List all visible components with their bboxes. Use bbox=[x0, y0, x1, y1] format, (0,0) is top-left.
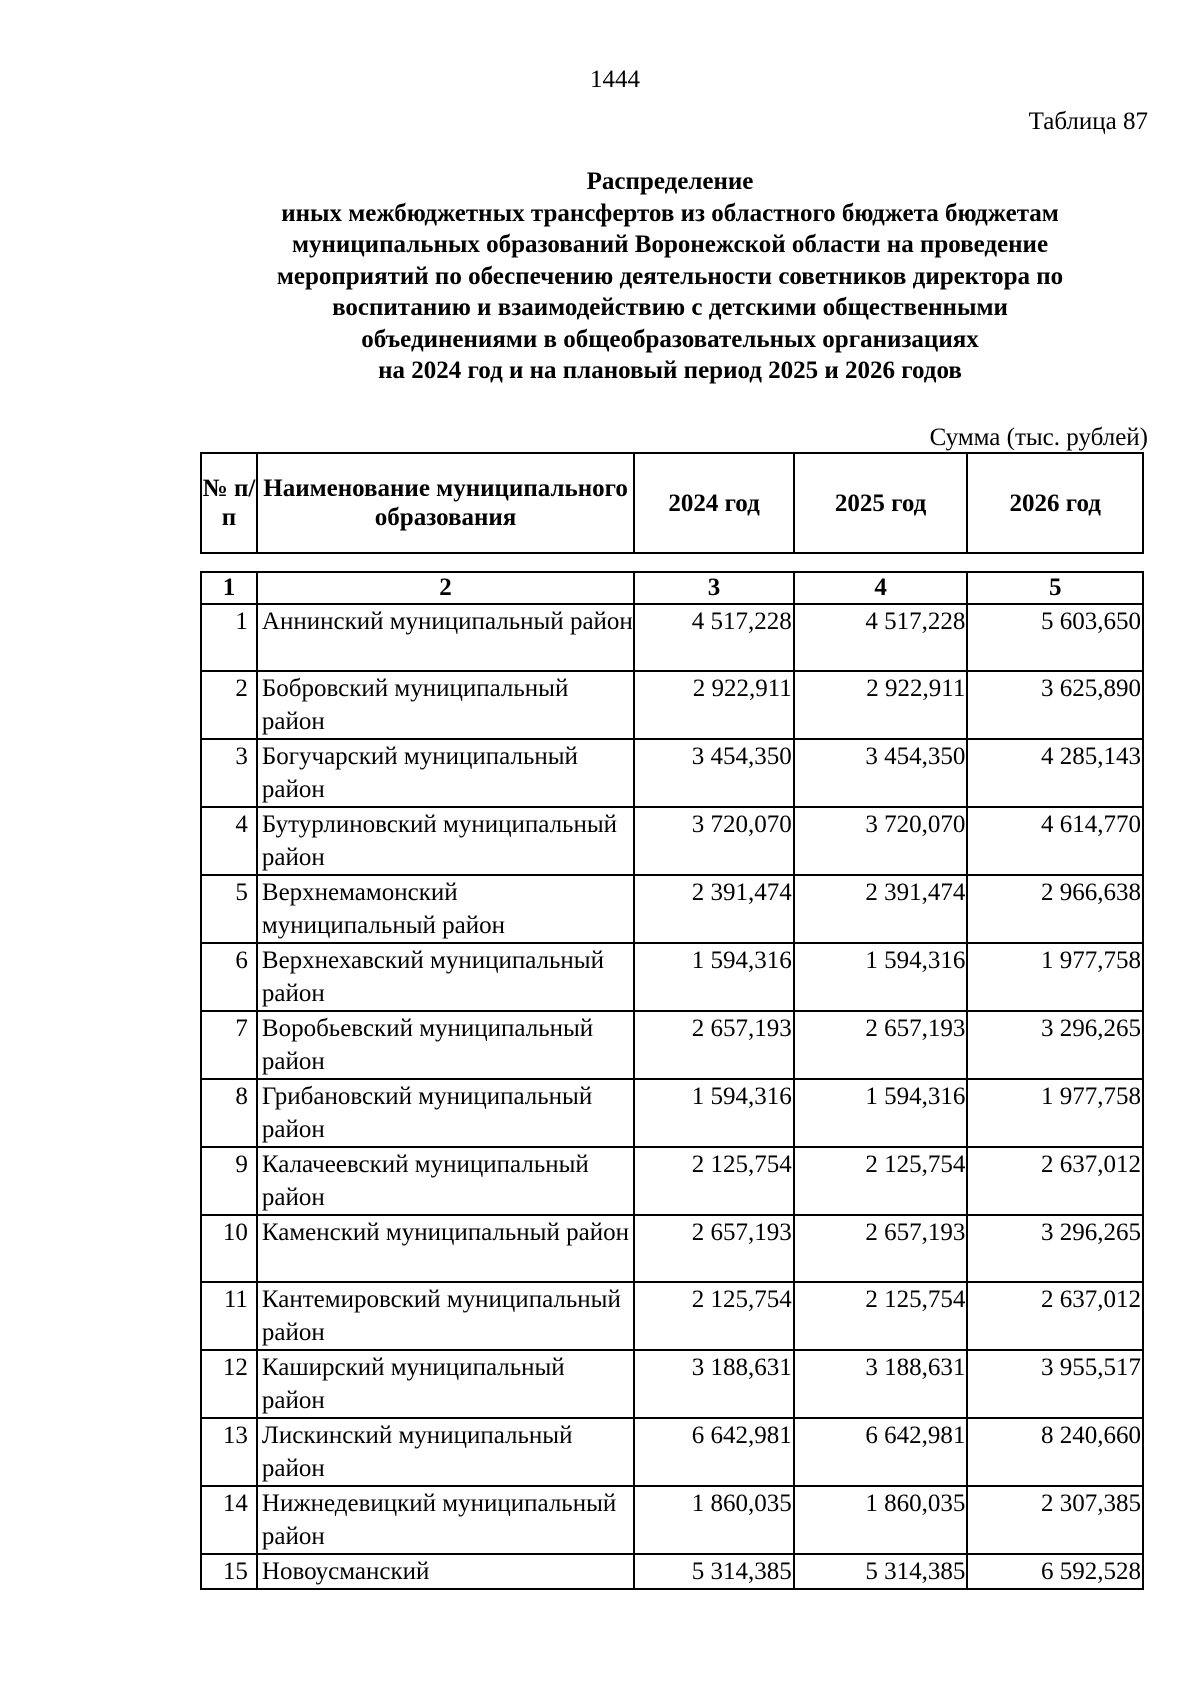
row-number: 6 bbox=[201, 943, 257, 1011]
title-line: на 2024 год и на плановый период 2025 и 2026 годов bbox=[378, 357, 962, 384]
value-2026: 2 637,012 bbox=[967, 1282, 1143, 1350]
value-2024: 1 860,035 bbox=[634, 1486, 794, 1554]
value-2024: 3 454,350 bbox=[634, 739, 794, 807]
value-2025: 1 594,316 bbox=[794, 1079, 968, 1147]
column-number: 2 bbox=[257, 572, 634, 604]
table-row bbox=[201, 1079, 1143, 1147]
value-2024: 2 657,193 bbox=[634, 1011, 794, 1079]
table-row bbox=[201, 1282, 1143, 1350]
title-line: муниципальных образований Воронежской области на проведение bbox=[291, 231, 1049, 258]
value-2025: 1 594,316 bbox=[794, 943, 968, 1011]
value-2025: 2 391,474 bbox=[794, 875, 968, 943]
row-number: 2 bbox=[201, 671, 257, 739]
row-number: 14 bbox=[201, 1486, 257, 1554]
value-2024: 2 922,911 bbox=[634, 671, 794, 739]
row-number: 7 bbox=[201, 1011, 257, 1079]
value-2026: 2 637,012 bbox=[967, 1147, 1143, 1215]
column-number: 5 bbox=[967, 572, 1143, 604]
value-2025: 6 642,981 bbox=[794, 1418, 968, 1486]
table-row bbox=[201, 875, 1143, 943]
title-line: мероприятий по обеспечению деятельности советников директора по bbox=[276, 262, 1064, 290]
units-label: Сумма (тыс. рублей) bbox=[929, 424, 1148, 451]
title-line: объединениями в общеобразовательных организациях bbox=[361, 325, 979, 353]
title-line: иных межбюджетных трансфертов из областного бюджета бюджетам bbox=[281, 199, 1059, 227]
municipality-name: Новоусманский bbox=[257, 1554, 634, 1589]
table-row bbox=[201, 1350, 1143, 1418]
municipality-name: Лискинский муниципальный район bbox=[257, 1418, 634, 1486]
table-row bbox=[201, 1418, 1143, 1486]
value-2025: 3 454,350 bbox=[794, 739, 968, 807]
value-2026: 5 603,650 bbox=[967, 604, 1143, 671]
municipality-name: Нижнедевицкий муниципальный район bbox=[257, 1486, 634, 1554]
title-line: воспитанию и взаимодействию с детскими общественными bbox=[332, 294, 1008, 321]
municipality-name: Калачеевский муниципальный район bbox=[257, 1147, 634, 1215]
data-table bbox=[200, 571, 1144, 1590]
page-number: 1444 bbox=[590, 66, 640, 93]
table-row bbox=[201, 1147, 1143, 1215]
column-number: 4 bbox=[794, 572, 968, 604]
value-2024: 1 594,316 bbox=[634, 943, 794, 1011]
row-number: 9 bbox=[201, 1147, 257, 1215]
column-number: 3 bbox=[634, 572, 794, 604]
value-2025: 1 860,035 bbox=[794, 1486, 968, 1554]
table-header bbox=[200, 452, 1144, 554]
header-name: Наименование муниципального образования bbox=[257, 453, 634, 553]
value-2024: 2 125,754 bbox=[634, 1147, 794, 1215]
municipality-name: Кантемировский муниципальный район bbox=[257, 1282, 634, 1350]
municipality-name: Каширский муниципальный район bbox=[257, 1350, 634, 1418]
value-2024: 3 188,631 bbox=[634, 1350, 794, 1418]
header-2026: 2026 год bbox=[967, 453, 1143, 553]
value-2025: 2 125,754 bbox=[794, 1282, 968, 1350]
value-2026: 3 955,517 bbox=[967, 1350, 1143, 1418]
value-2026: 3 625,890 bbox=[967, 671, 1143, 739]
value-2026: 1 977,758 bbox=[967, 943, 1143, 1011]
value-2025: 4 517,228 bbox=[794, 604, 968, 671]
header-2025: 2025 год bbox=[794, 453, 968, 553]
municipality-name: Аннинский муниципальный район bbox=[257, 604, 634, 671]
row-number: 8 bbox=[201, 1079, 257, 1147]
value-2026: 1 977,758 bbox=[967, 1079, 1143, 1147]
table-row bbox=[201, 807, 1143, 875]
municipality-name: Верхнехавский муниципальный район bbox=[257, 943, 634, 1011]
value-2024: 3 720,070 bbox=[634, 807, 794, 875]
row-number: 10 bbox=[201, 1215, 257, 1282]
value-2026: 3 296,265 bbox=[967, 1215, 1143, 1282]
value-2024: 1 594,316 bbox=[634, 1079, 794, 1147]
row-number: 12 bbox=[201, 1350, 257, 1418]
municipality-name: Каменский муниципальный район bbox=[257, 1215, 634, 1282]
value-2026: 8 240,660 bbox=[967, 1418, 1143, 1486]
table-row bbox=[201, 739, 1143, 807]
header-number: № п/п bbox=[201, 453, 257, 553]
row-number: 3 bbox=[201, 739, 257, 807]
row-number: 13 bbox=[201, 1418, 257, 1486]
row-number: 4 bbox=[201, 807, 257, 875]
municipality-name: Грибановский муниципальный район bbox=[257, 1079, 634, 1147]
value-2025: 2 657,193 bbox=[794, 1011, 968, 1079]
table-row bbox=[201, 1011, 1143, 1079]
row-number: 11 bbox=[201, 1282, 257, 1350]
value-2025: 3 188,631 bbox=[794, 1350, 968, 1418]
table-row bbox=[201, 604, 1143, 671]
column-number: 1 bbox=[201, 572, 257, 604]
value-2024: 2 391,474 bbox=[634, 875, 794, 943]
municipality-name: Богучарский муниципальный район bbox=[257, 739, 634, 807]
value-2025: 2 657,193 bbox=[794, 1215, 968, 1282]
table-row bbox=[201, 1486, 1143, 1554]
municipality-name: Бутурлиновский муниципальный район bbox=[257, 807, 634, 875]
value-2026: 6 592,528 bbox=[967, 1554, 1143, 1589]
municipality-name: Воробьевский муниципальный район bbox=[257, 1011, 634, 1079]
value-2026: 3 296,265 bbox=[967, 1011, 1143, 1079]
municipality-name: Бобровский муниципальный район bbox=[257, 671, 634, 739]
value-2024: 2 125,754 bbox=[634, 1282, 794, 1350]
value-2026: 4 614,770 bbox=[967, 807, 1143, 875]
table-row bbox=[201, 1215, 1143, 1282]
value-2025: 2 125,754 bbox=[794, 1147, 968, 1215]
document-title bbox=[150, 166, 1190, 387]
value-2024: 4 517,228 bbox=[634, 604, 794, 671]
table-number: Таблица 87 bbox=[1028, 108, 1148, 135]
table-row bbox=[201, 1554, 1143, 1589]
value-2024: 6 642,981 bbox=[634, 1418, 794, 1486]
value-2025: 5 314,385 bbox=[794, 1554, 968, 1589]
municipality-name: Верхнемамонский муниципальный район bbox=[257, 875, 634, 943]
value-2024: 5 314,385 bbox=[634, 1554, 794, 1589]
value-2026: 2 966,638 bbox=[967, 875, 1143, 943]
value-2024: 2 657,193 bbox=[634, 1215, 794, 1282]
value-2026: 2 307,385 bbox=[967, 1486, 1143, 1554]
row-number: 15 bbox=[201, 1554, 257, 1589]
title-line: Распределение bbox=[586, 168, 754, 195]
table-row bbox=[201, 943, 1143, 1011]
value-2025: 2 922,911 bbox=[794, 671, 968, 739]
column-number-row bbox=[201, 572, 1143, 604]
row-number: 5 bbox=[201, 875, 257, 943]
header-2024: 2024 год bbox=[634, 453, 794, 553]
row-number: 1 bbox=[201, 604, 257, 671]
value-2026: 4 285,143 bbox=[967, 739, 1143, 807]
table-row bbox=[201, 671, 1143, 739]
value-2025: 3 720,070 bbox=[794, 807, 968, 875]
